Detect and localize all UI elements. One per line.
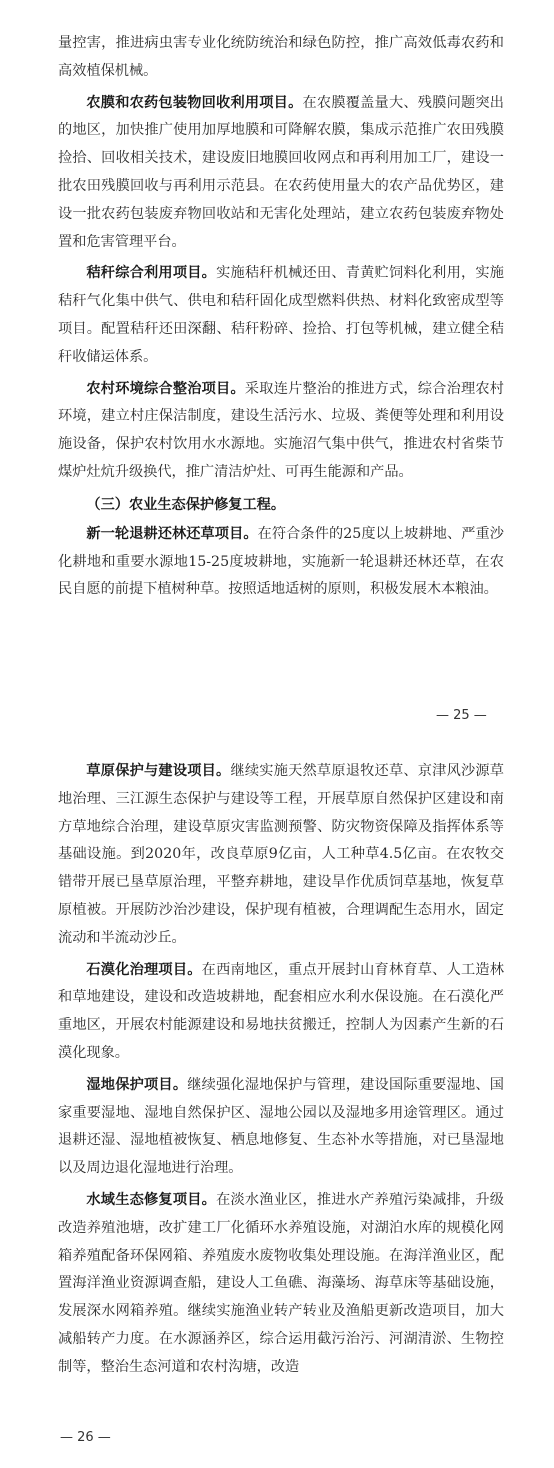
paragraph-grassland	[58, 758, 504, 953]
paragraph-text: 继续强化湿地保护与管理，建设国际重要湿地、国家重要湿地、湿地自然保护区、湿地公园以及湿地多用途管理区。通过退耕还湿、湿地植被恢复、栖息地修复、生态补水等措施，对已垦湿地以及周边退化湿地进行治理。	[58, 1076, 504, 1177]
paragraph-title: 秸秆综合利用项目。	[86, 265, 217, 282]
paragraph-film-recycling	[58, 90, 504, 257]
paragraph-title: 湿地保护项目。	[86, 1076, 188, 1093]
paragraph-text: 实施秸秆机械还田、青黄贮饲料化利用，实施秸秆气化集中供气、供电和秸秆固化成型燃料供热、材料化致密成型等项目。配置秸秆还田深翻、秸秆粉碎、捡拾、打包等机械，建立健全秸秆收储运体系。	[58, 265, 504, 365]
paragraph-text: 继续实施天然草原退牧还草、京津风沙源草地治理、三江源生态保护与建设等工程，开展草原自然保护区建设和南方草地综合治理，建设草原灾害监测预警、防灾物资保障及指挥体系等基础设施。到2020年，改良草原9亿亩，人工种草4.5亿亩。在农牧交错带开展已垦草原治理，平整弃耕地，建设旱作优质饲草基地，恢复草原植被。开展防沙治沙建设，保护现有植被，合理调配生态用水，固定流动和半流动沙丘。	[58, 763, 504, 946]
paragraph-title: 农村环境综合整治项目。	[86, 380, 245, 397]
paragraph-text: 在西南地区，重点开展封山育林育草、人工造林和草地建设，建设和改造坡耕地，配套相应水利水保设施。在石漠化严重地区，开展农村能源建设和易地扶贫搬迁，控制人为因素产生新的石漠化现象。	[58, 961, 504, 1061]
page-number: — 26 —	[60, 1430, 111, 1445]
paragraph-rural-environment	[58, 376, 504, 487]
paragraph-title: 草原保护与建设项目。	[86, 763, 231, 779]
section-heading: （三）农业生态保护修复工程。	[86, 496, 286, 513]
paragraph-wetland	[58, 1072, 504, 1183]
paragraph-title: 水域生态修复项目。	[86, 1191, 217, 1208]
paragraph-title: 农膜和农药包装物回收利用项目。	[86, 94, 303, 111]
paragraph-text: 采取连片整治的推进方式，综合治理农村环境，建立村庄保洁制度，建设生活污水、垃圾、粪便等处理和利用设施设备，保护农村饮用水水源地。实施沼气集中供气，推进农村省柴节煤炉灶炕升级换代，推广清洁炉灶、可再生能源和产品。	[58, 380, 504, 480]
paragraph-title: 石漠化治理项目。	[86, 961, 202, 978]
paragraph-water-ecology	[58, 1187, 504, 1382]
paragraph-text: 在农膜覆盖量大、残膜问题突出的地区，加快推广使用加厚地膜和可降解农膜，集成示范推广农田残膜捡拾、回收相关技术，建设废旧地膜回收网点和再利用加工厂，建设一批农田残膜回收与再利用示范县。在农药使用量大的农产品优势区，建设一批农药包装废弃物回收站和无害化处理站，建立农药包装废弃物处置和危害管理平台。	[58, 94, 504, 250]
paragraph-straw-utilization	[58, 260, 504, 371]
paragraph-title: 新一轮退耕还林还草项目。	[86, 525, 258, 542]
page-25-body	[58, 30, 504, 608]
paragraph-text: 在淡水渔业区，推进水产养殖污染减排，升级改造养殖池塘，改扩建工厂化循环水养殖设施，对湖泊水库的规模化网箱养殖配备环保网箱、养殖废水废物收集处理设施。在海洋渔业区，配置海洋渔业资源调查船，建设人工鱼礁、海藻场、海草床等基础设施，发展深水网箱养殖。继续实施渔业转产转业及渔船更新改造项目，加大减船转产力度。在水源涵养区，综合运用截污治污、河湖清淤、生物控制等，整治生态河道和农村沟塘，改造	[58, 1191, 504, 1375]
paragraph-text: 在符合条件的25度以上坡耕地、严重沙化耕地和重要水源地15-25度坡耕地，实施新一轮退耕还林还草，在农民自愿的前提下植树种草。按照适地适树的原则，积极发展木本粮油。	[58, 525, 504, 598]
page-26-body	[58, 758, 504, 1386]
paragraph-continuation: 量控害，推进病虫害专业化统防统治和绿色防控，推广高效低毒农药和高效植保机械。	[58, 35, 504, 79]
page-number: — 25 —	[436, 708, 487, 723]
paragraph-rocky-desertification	[58, 957, 504, 1068]
paragraph-returning-farmland	[58, 521, 504, 604]
